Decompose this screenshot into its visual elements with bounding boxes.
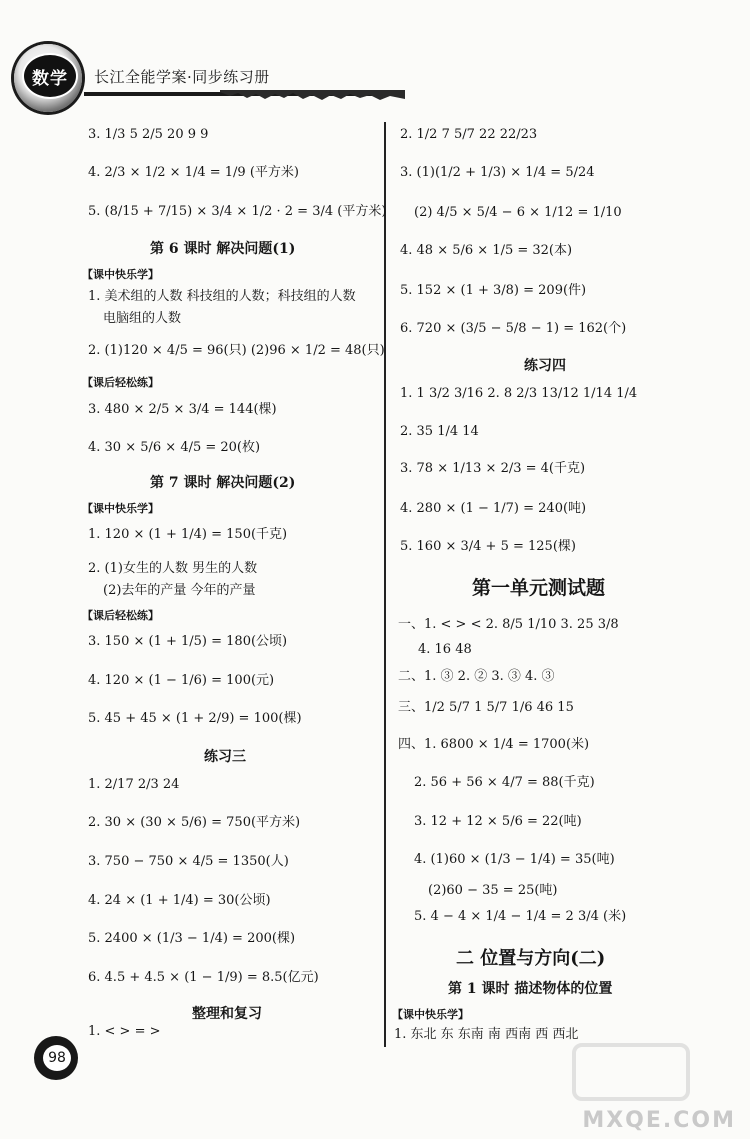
column-divider [384,122,386,1047]
answer-line: 2. 35 1/4 14 [400,424,479,439]
answer-line: 4. 2/3 × 1/2 × 1/4 = 1/9 (平方米) [88,165,299,180]
answer-line: 1. 美术组的人数 科技组的人数；科技组的人数 [88,289,356,304]
answer-line: 5. 4 − 4 × 1/4 − 1/4 = 2 3/4 (米) [414,909,627,924]
page-header [0,0,750,112]
answer-line: 二、1. ③ 2. ② 3. ③ 4. ③ [398,669,555,684]
answer-line: 5. 152 × (1 + 3/8) = 209(件) [400,283,587,298]
answer-line: 5. 45 + 45 × (1 + 2/9) = 100(棵) [88,711,302,726]
answer-line: 3. 480 × 2/5 × 3/4 = 144(棵) [88,402,277,417]
answer-line: 4. (1)60 × (1/3 − 1/4) = 35(吨) [414,852,615,867]
section-tag: 【课中快乐学】 [82,502,159,515]
answer-line: 6. 4.5 + 4.5 × (1 − 1/9) = 8.5(亿元) [88,970,319,985]
watermark-stamp [572,1043,690,1101]
section-heading: 第 7 课时 解决问题(2) [150,475,296,491]
answer-line: 4. 48 × 5/6 × 1/5 = 32(本) [400,243,573,258]
answer-line: 5. (8/15 + 7/15) × 3/4 × 1/2 · 2 = 3/4 (平方米) [88,204,387,219]
section-heading: 整理和复习 [192,1006,262,1022]
answer-line: 4. 280 × (1 − 1/7) = 240(吨) [400,501,587,516]
subject-logo-text: 数学 [32,68,68,89]
answer-line: 2. (1)女生的人数 男生的人数 [88,561,258,576]
section-heading: 第 6 课时 解决问题(1) [150,241,296,257]
header-torn-edge [220,90,405,102]
answer-line: 1. 120 × (1 + 1/4) = 150(千克) [88,527,288,542]
unit-test-title: 第一单元测试题 [472,577,606,599]
section-heading: 第 1 课时 描述物体的位置 [448,981,613,997]
answer-line: 4. 30 × 5/6 × 4/5 = 20(枚) [88,440,261,455]
section-tag: 【课中快乐学】 [82,268,159,281]
answer-line: 4. 24 × (1 + 1/4) = 30(公顷) [88,893,271,908]
answer-line: 2. 56 + 56 × 4/7 = 88(千克) [414,775,595,790]
answer-line: 1. 东北 东 东南 南 西南 西 西北 [394,1027,579,1042]
section-tag: 【课后轻松练】 [82,376,159,389]
series-title: 长江全能学案·同步练习册 [94,68,270,86]
answer-line: 2. 1/2 7 5/7 22 22/23 [400,127,538,142]
answer-line: 3. (1)(1/2 + 1/3) × 1/4 = 5/24 [400,165,595,180]
page-number: 98 [43,1045,71,1071]
answer-line: 一、1. < > < 2. 8/5 1/10 3. 25 3/8 [398,617,619,632]
watermark-text: MXQE.COM [582,1108,736,1133]
answer-line: (2) 4/5 × 5/4 − 6 × 1/12 = 1/10 [414,205,622,220]
answer-line: 电脑组的人数 [103,311,182,326]
answer-line: 5. 160 × 3/4 + 5 = 125(棵) [400,539,576,554]
answer-line: 三、1/2 5/7 1 5/7 1/6 46 15 [398,700,574,715]
section-tag: 【课后轻松练】 [82,609,159,622]
unit-title: 二 位置与方向(二) [456,948,606,969]
answer-line: 1. < > = > [88,1024,161,1039]
answer-line: 3. 1/3 5 2/5 20 9 9 [88,127,209,142]
answer-line: 1. 2/17 2/3 24 [88,777,180,792]
answer-line: (2)去年的产量 今年的产量 [103,583,256,598]
answer-line: 4. 120 × (1 − 1/6) = 100(元) [88,673,275,688]
answer-line: 5. 2400 × (1/3 − 1/4) = 200(棵) [88,931,296,946]
subject-logo [22,53,78,99]
answer-line: 6. 720 × (3/5 − 5/8 − 1) = 162(个) [400,321,627,336]
answer-line: 3. 150 × (1 + 1/5) = 180(公顷) [88,634,288,649]
answer-line: 2. 30 × (30 × 5/6) = 750(平方米) [88,815,301,830]
answer-line: 四、1. 6800 × 1/4 = 1700(米) [398,737,590,752]
answer-line: 2. (1)120 × 4/5 = 96(只) (2)96 × 1/2 = 48(只) [88,343,385,358]
answer-line: 3. 78 × 1/13 × 2/3 = 4(千克) [400,461,586,476]
answer-line: (2)60 − 35 = 25(吨) [428,883,558,898]
section-tag: 【课中快乐学】 [392,1008,469,1021]
section-heading: 练习四 [524,358,566,374]
answer-line: 4. 16 48 [418,642,472,657]
section-heading: 练习三 [204,749,246,765]
answer-line: 3. 12 + 12 × 5/6 = 22(吨) [414,814,582,829]
answer-line: 3. 750 − 750 × 4/5 = 1350(人) [88,854,289,869]
answer-line: 1. 1 3/2 3/16 2. 8 2/3 13/12 1/14 1/4 [400,386,638,401]
